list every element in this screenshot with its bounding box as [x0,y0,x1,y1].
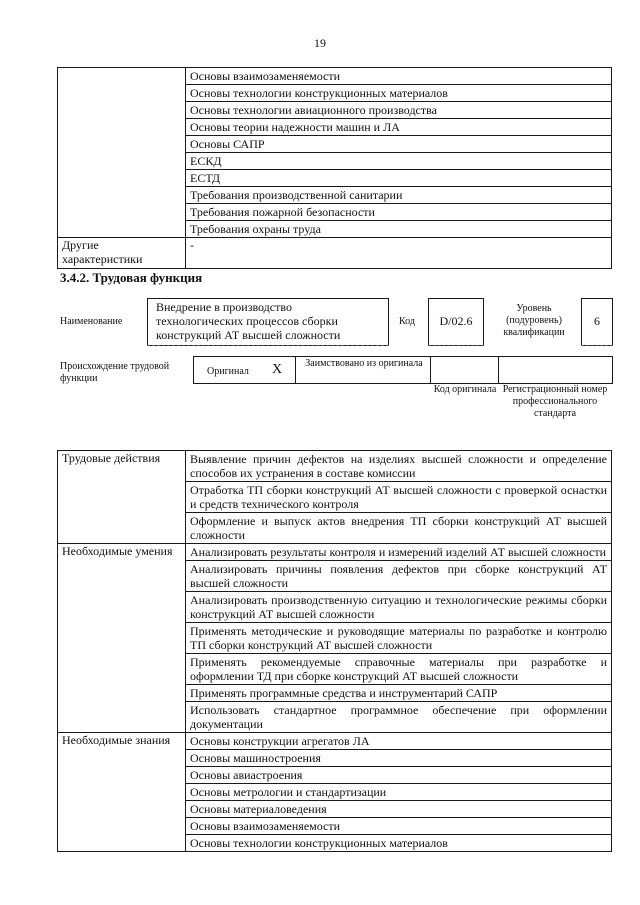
divider [498,356,499,383]
list-item: Основы технологии конструкционных материалов [186,85,612,102]
code-value: D/02.6 [439,314,473,328]
divider [295,356,296,383]
table-row: Отработка ТП сборки конструкций АТ высшей сложности с проверкой оснастки и средств технического контроля [186,482,612,513]
list-item: ЕСКД [186,153,612,170]
origin-label: Происхождение трудовой функции [60,361,170,384]
level-label: Уровень (подуровень) квалификации [503,303,565,338]
table-row: Применять рекомендуемые справочные материалы при разработке и оформлении ТД при сборке конструкций АТ высшей сложности [186,654,612,685]
list-item: Требования производственной санитарии [186,187,612,204]
table-row: Применять методические и руководящие материалы по разработке и контролю ТП сборки конструкций АТ высшей сложности [186,623,612,654]
function-name: Внедрение в производство технологических процессов сборки конструкций АТ высшей сложности [156,300,341,342]
table-row: Основы материаловедения [186,801,612,818]
table-row: Основы метрологии и стандартизации [186,784,612,801]
name-label: Наименование [60,316,123,327]
function-details-table [57,450,612,852]
list-item: Основы теории надежности машин и ЛА [186,119,612,136]
table-row: Основы технологии конструкционных материалов [186,835,612,852]
table-row: Выявление причин дефектов на изделиях высшей сложности и определение способов их устранения в составе комиссии [186,451,612,482]
registration-number-label: Регистрационный номер профессионального стандарта [502,384,608,419]
table-row: Применять программные средства и инструментарий САПР [186,685,612,702]
table-row: Основы конструкции агрегатов ЛА [186,733,612,750]
table-row: Основы взаимозаменяемости [186,818,612,835]
divider [147,345,389,346]
borrowed-label: Заимствовано из оригинала [305,358,423,369]
group-label: Необходимые знания [58,733,186,852]
other-characteristics-value: - [186,238,612,269]
empty-label-cell [58,68,186,238]
table-row: Основы авиастроения [186,767,612,784]
table-row: Использовать стандартное программное обеспечение при оформлении документации [186,702,612,733]
code-box [428,298,484,346]
continuation-table [57,67,612,269]
section-title: 3.4.2. Трудовая функция [60,270,203,285]
list-item: Основы технологии авиационного производства [186,102,612,119]
list-item: Требования пожарной безопасности [186,204,612,221]
page-number: 19 [314,36,326,50]
table-row: Оформление и выпуск актов внедрения ТП сборки конструкций АТ высшей сложности [186,513,612,544]
other-characteristics-label: Другие характеристики [58,238,186,269]
name-box [147,298,389,346]
table-row: Основы машиностроения [186,750,612,767]
list-item: Требования охраны труда [186,221,612,238]
list-item: Основы САПР [186,136,612,153]
divider [581,345,613,346]
group-label: Необходимые умения [58,544,186,733]
original-label: Оригинал [207,366,249,377]
table-row: Анализировать результаты контроля и измерений изделий АТ высшей сложности [186,544,612,561]
level-value: 6 [594,314,600,328]
group-label: Трудовые действия [58,451,186,544]
list-item: ЕСТД [186,170,612,187]
code-label: Код [399,316,415,327]
divider [428,345,484,346]
table-row: Анализировать производственную ситуацию и технологические режимы сборки конструкций АТ высшей сложности [186,592,612,623]
list-item: Основы взаимозаменяемости [186,68,612,85]
table-row: Анализировать причины появления дефектов при сборке конструкций АТ высшей сложности [186,561,612,592]
original-mark: X [272,362,283,377]
original-code-label: Код оригинала [433,384,497,395]
level-box [581,298,613,346]
divider [430,356,431,383]
